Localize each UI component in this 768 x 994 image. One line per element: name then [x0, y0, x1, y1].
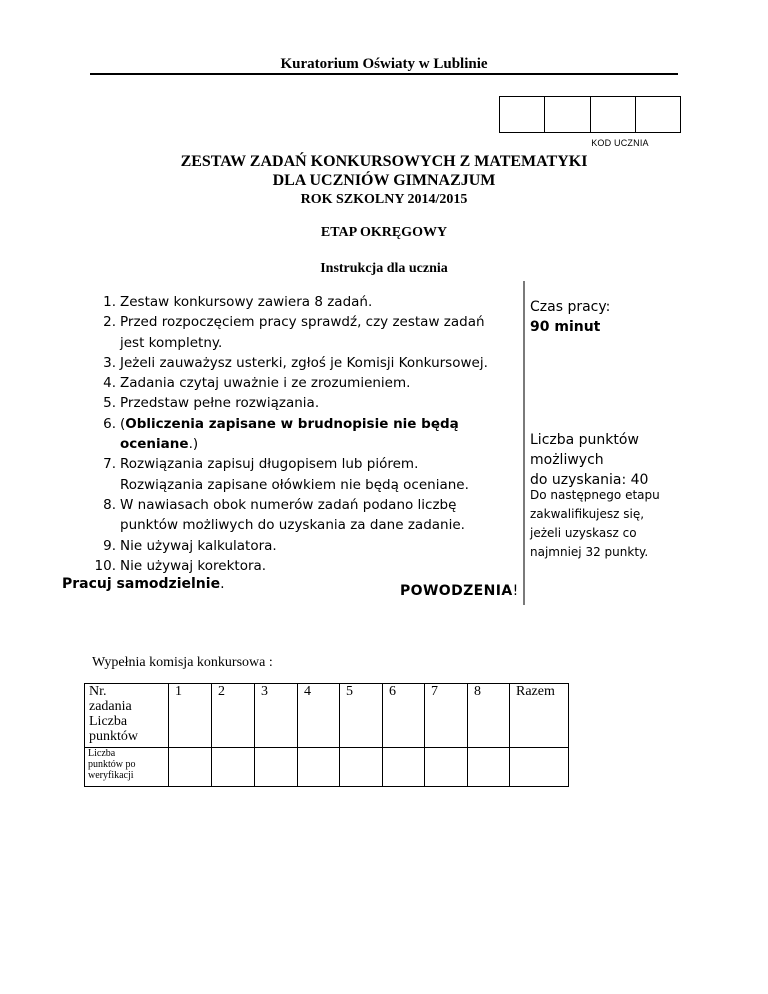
student-code-boxes: [499, 96, 681, 133]
good-luck: POWODZENIA!: [400, 583, 519, 599]
instruction-item: 1. Zestaw konkursowy zawiera 8 zadań.: [103, 294, 373, 310]
code-box-1[interactable]: [500, 97, 545, 132]
stage-title: ETAP OKRĘGOWY: [320, 225, 448, 240]
score-cell[interactable]: [425, 748, 468, 787]
header-rule: [90, 73, 678, 75]
score-cell-total[interactable]: [510, 748, 569, 787]
score-cell[interactable]: [383, 748, 425, 787]
column-header: 5: [340, 684, 383, 748]
header-title: Kuratorium Oświaty w Lublinie: [280, 56, 488, 72]
max-points: Liczba punktów możliwych do uzyskania: 40: [530, 432, 649, 488]
row-header-task-number: Nr. zadania Liczba punktów: [85, 684, 169, 748]
column-header: 6: [383, 684, 425, 748]
column-header: 2: [212, 684, 255, 748]
column-header: 8: [468, 684, 510, 748]
instructions-list: [92, 292, 522, 576]
instruction-item: 2. Przed rozpoczęciem pracy sprawdź, czy zestaw zadań jest kompletny.: [103, 314, 485, 351]
code-box-4[interactable]: [636, 97, 680, 132]
score-cell[interactable]: [298, 748, 340, 787]
committee-label: Wypełnia komisja konkursowa :: [92, 655, 273, 670]
instruction-item: 6. (Obliczenia zapisane w brudnopisie nie będą oceniane.): [103, 415, 459, 453]
column-header: 7: [425, 684, 468, 748]
instruction-item: 4. Zadania czytaj uważnie i ze zrozumieniem.: [103, 375, 411, 392]
score-table: [84, 683, 569, 787]
instruction-item: 10. Nie używaj korektora.: [94, 557, 267, 574]
instruction-item: 8. W nawiasach obok numerów zadań podano liczbę punktów możliwych do uzyskania za dane zadanie.: [103, 496, 465, 534]
instructions-heading: Instrukcja dla ucznia: [320, 261, 448, 276]
score-cell[interactable]: [255, 748, 298, 787]
column-header: 1: [169, 684, 212, 748]
time-label: Czas pracy:: [530, 299, 611, 315]
code-box-2[interactable]: [545, 97, 590, 132]
work-alone-note: Pracuj samodzielnie.: [62, 576, 225, 592]
title-block: [0, 152, 768, 210]
score-cell[interactable]: [212, 748, 255, 787]
student-code-label: KOD UCZNIA: [591, 138, 649, 148]
qualification-note: Do następnego etapu zakwalifikujesz się, jeżeli uzyskasz co najmniej 32 punkty.: [530, 488, 660, 559]
title-line-2: DLA UCZNIÓW GIMNAZJUM: [272, 172, 496, 189]
score-cell[interactable]: [468, 748, 510, 787]
time-value: 90 minut: [530, 319, 601, 335]
instruction-item: 5. Przedstaw pełne rozwiązania.: [103, 395, 320, 412]
column-header: 3: [255, 684, 298, 748]
score-cell[interactable]: [169, 748, 212, 787]
row-header-verified-points: Liczba punktów po weryfikacji: [85, 748, 169, 787]
title-line-3: ROK SZKOLNY 2014/2015: [300, 192, 468, 207]
column-header-total: Razem: [510, 684, 569, 748]
instruction-item: 9. Nie używaj kalkulatora.: [103, 537, 277, 554]
code-box-3[interactable]: [591, 97, 636, 132]
instruction-item: 7. Rozwiązania zapisuj długopisem lub piórem. Rozwiązania zapisane ołówkiem nie będą oceniane.: [103, 456, 469, 493]
title-line-1: ZESTAW ZADAŃ KONKURSOWYCH Z MATEMATYKI: [180, 153, 588, 170]
column-header: 4: [298, 684, 340, 748]
instruction-item: 3. Jeżeli zauważysz usterki, zgłoś je Komisji Konkursowej.: [103, 354, 488, 371]
score-cell[interactable]: [340, 748, 383, 787]
vertical-divider: [523, 281, 525, 605]
